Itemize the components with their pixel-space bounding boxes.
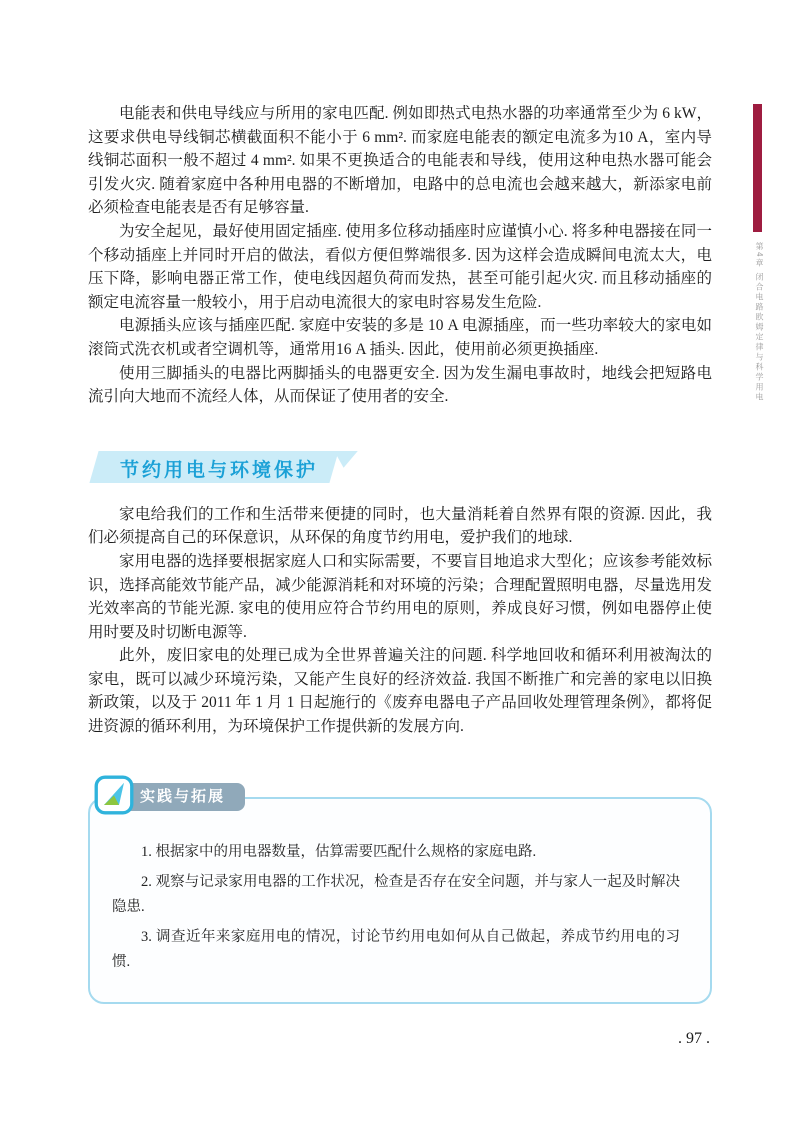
section-heading: 节约用电与环境保护: [120, 459, 319, 481]
pencil-plane-icon: [94, 775, 134, 815]
section-heading-banner: [94, 451, 364, 483]
page-content: [88, 102, 712, 1004]
body-paragraph: 电源插头应该与插座匹配. 家庭中安装的多是 10 A 电源插座，而一些功率较大的家电如滚筒式洗衣机或者空调机等，通常用16 A 插头. 因此，使用前必须更换插座.: [88, 317, 712, 358]
body-paragraph: 家用电器的选择要根据家庭人口和实际需要，不要盲目地追求大型化；应该参考能效标识，选择高能效节能产品，减少能源消耗和对环境的污染；合理配置照明电器，尽量选用发光效率高的节能光源. 家电的使用应符合节约用电的原则，养成良好习惯，例如电器停止使用时要及时切断电源等.: [88, 552, 712, 641]
chapter-side-label: 第4章 闭合电路欧姆定律与科学用电: [755, 242, 764, 403]
chapter-edge-bar: [753, 104, 762, 232]
body-paragraph: 家电给我们的工作和生活带来便捷的同时，也大量消耗着自然界有限的资源. 因此，我们必须提高自己的环保意识，从环保的角度节约用电，爱护我们的地球.: [88, 505, 712, 547]
practice-badge: [104, 783, 245, 811]
body-paragraph: 使用三脚插头的电器比两脚插头的电器更安全. 因为发生漏电事故时，地线会把短路电流引向大地而不流经人体，从而保证了使用者的安全.: [88, 364, 712, 406]
body-paragraph: 此外，废旧家电的处理已成为全世界普遍关注的问题. 科学地回收和循环利用被淘汰的家电，既可以减少环境污染，又能产生良好的经济效益. 我国不断推广和完善的家电以旧换新政策，以及于 2011 年 1 月 1 日起施行的《废弃电器电子产品回收处理管理条例》，都将促进资源的循环利用，为环境保护工作提供新的发展方向.: [88, 647, 712, 736]
body-paragraph: 电能表和供电导线应与所用的家电匹配. 例如即热式电热水器的功率通常至少为 6 kW，这要求供电导线铜芯横截面积不能小于 6 mm². 而家庭电能表的额定电流多为10 A，室内导线铜芯面积一般不超过 4 mm². 如果不更换适合的电能表和导线，使用这种电热水器可能会引发火灾. 随着家庭中各种用电器的不断增加，电路中的总电流也会越来越大，新添家电前必须检查电能表是否有足够容量.: [88, 105, 712, 217]
section-body: [88, 503, 712, 739]
practice-item: 1. 根据家中的用电器数量，估算需要匹配什么规格的家庭电路.: [141, 843, 537, 860]
body-paragraph: 为安全起见，最好使用固定插座. 使用多位移动插座时应谨慎小心. 将多种电器接在同一个移动插座上并同时开启的做法，看似方便但弊端很多. 因为这样会造成瞬间电流太大，电压下降，影响电器正常工作，使电线因超负荷而发热，甚至可能引起火灾. 而且移动插座的额定电流容量一般较小，用于启动电流很大的家电时容易发生危险.: [88, 222, 712, 311]
practice-title: 实践与拓展: [140, 787, 226, 805]
practice-item: 3. 调查近年来家庭用电的情况，讨论节约用电如何从自己做起，养成节约用电的习惯.: [112, 928, 680, 970]
banner-tip-shape: [334, 451, 358, 468]
practice-item: 2. 观察与记录家用电器的工作状况，检查是否存在安全问题，并与家人一起及时解决隐患.: [112, 873, 680, 915]
page-number: . 97 .: [678, 1030, 710, 1047]
practice-box: [88, 787, 712, 1004]
